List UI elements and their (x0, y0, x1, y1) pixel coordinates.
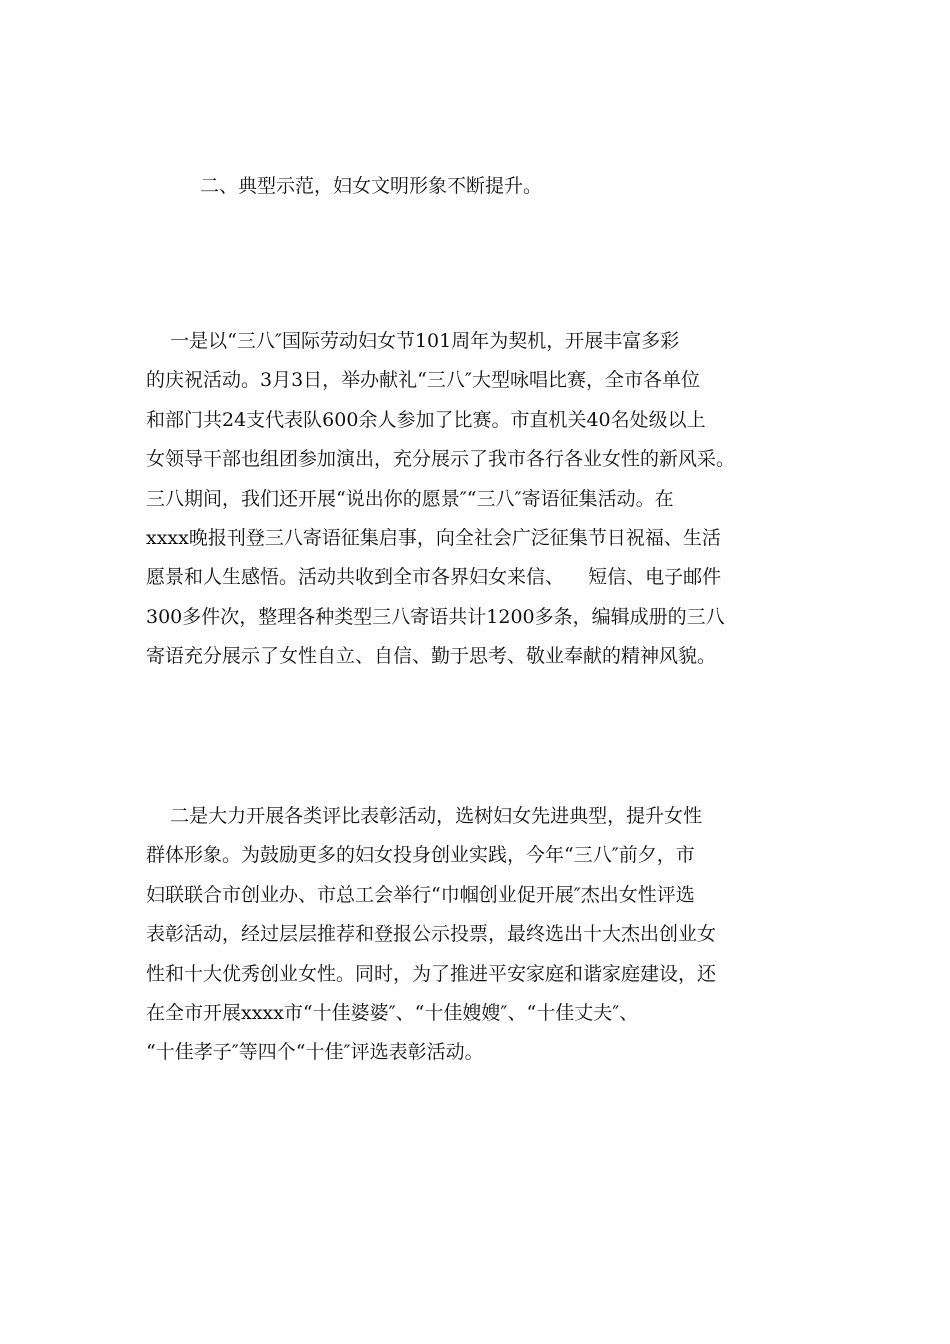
paragraph-line: 二是大力开展各类评比表彰活动，选树妇女先进典型，提升女性 (146, 805, 703, 827)
paragraph-line: xxxx晚报刊登三八寄语征集启事，向全社会广泛征集节日祝福、生活 (146, 526, 721, 549)
paragraph-commendation-activities (146, 797, 806, 1073)
paragraph-line: 的庆祝活动。3月3日，举办献礼“三八″大型咏唱比赛，全市各单位 (146, 369, 700, 392)
paragraph-line: 三八期间，我们还开展“说出你的愿景″“三八″寄语征集活动。在 (146, 487, 674, 510)
section-heading: 二、典型示范，妇女文明形象不断提升。 (200, 175, 543, 197)
paragraph-line: 表彰活动，经过层层推荐和登报公示投票，最终选出十大杰出创业女 (146, 923, 717, 946)
paragraph-line: 和部门共24支代表队600余人参加了比赛。市直机关40名处级以上 (146, 408, 706, 431)
paragraph-line: 性和十大优秀创业女性。同时，为了推进平安家庭和谐家庭建设，还 (146, 962, 717, 985)
paragraph-line: 寄语充分展示了女性自立、自信、勤于思考、敬业奉献的精神风貌。 (146, 645, 717, 668)
paragraph-line: 愿景和人生感悟。活动共收到全市各界妇女来信、 短信、电子邮件 (146, 566, 722, 589)
paragraph-line: 在全市开展xxxx市“十佳婆婆″、“十佳嫂嫂″、“十佳丈夫″、 (146, 1001, 639, 1024)
paragraph-celebration-activities (146, 322, 806, 677)
paragraph-line: 300多件次，整理各种类型三八寄语共计1200多条，编辑成册的三八 (146, 605, 725, 628)
paragraph-line: 女领导干部也组团参加演出，充分展示了我市各行各业女性的新风采。 (146, 448, 736, 471)
paragraph-line: “十佳孝子″等四个“十佳″评选表彰活动。 (146, 1041, 484, 1064)
paragraph-line: 妇联联合市创业办、市总工会举行“巾帼创业促开展″杰出女性评选 (146, 883, 695, 906)
paragraph-line: 一是以“三八″国际劳动妇女节101周年为契机，开展丰富多彩 (146, 330, 680, 352)
paragraph-line: 群体形象。为鼓励更多的妇女投身创业实践，今年“三八″前夕，市 (146, 844, 695, 867)
